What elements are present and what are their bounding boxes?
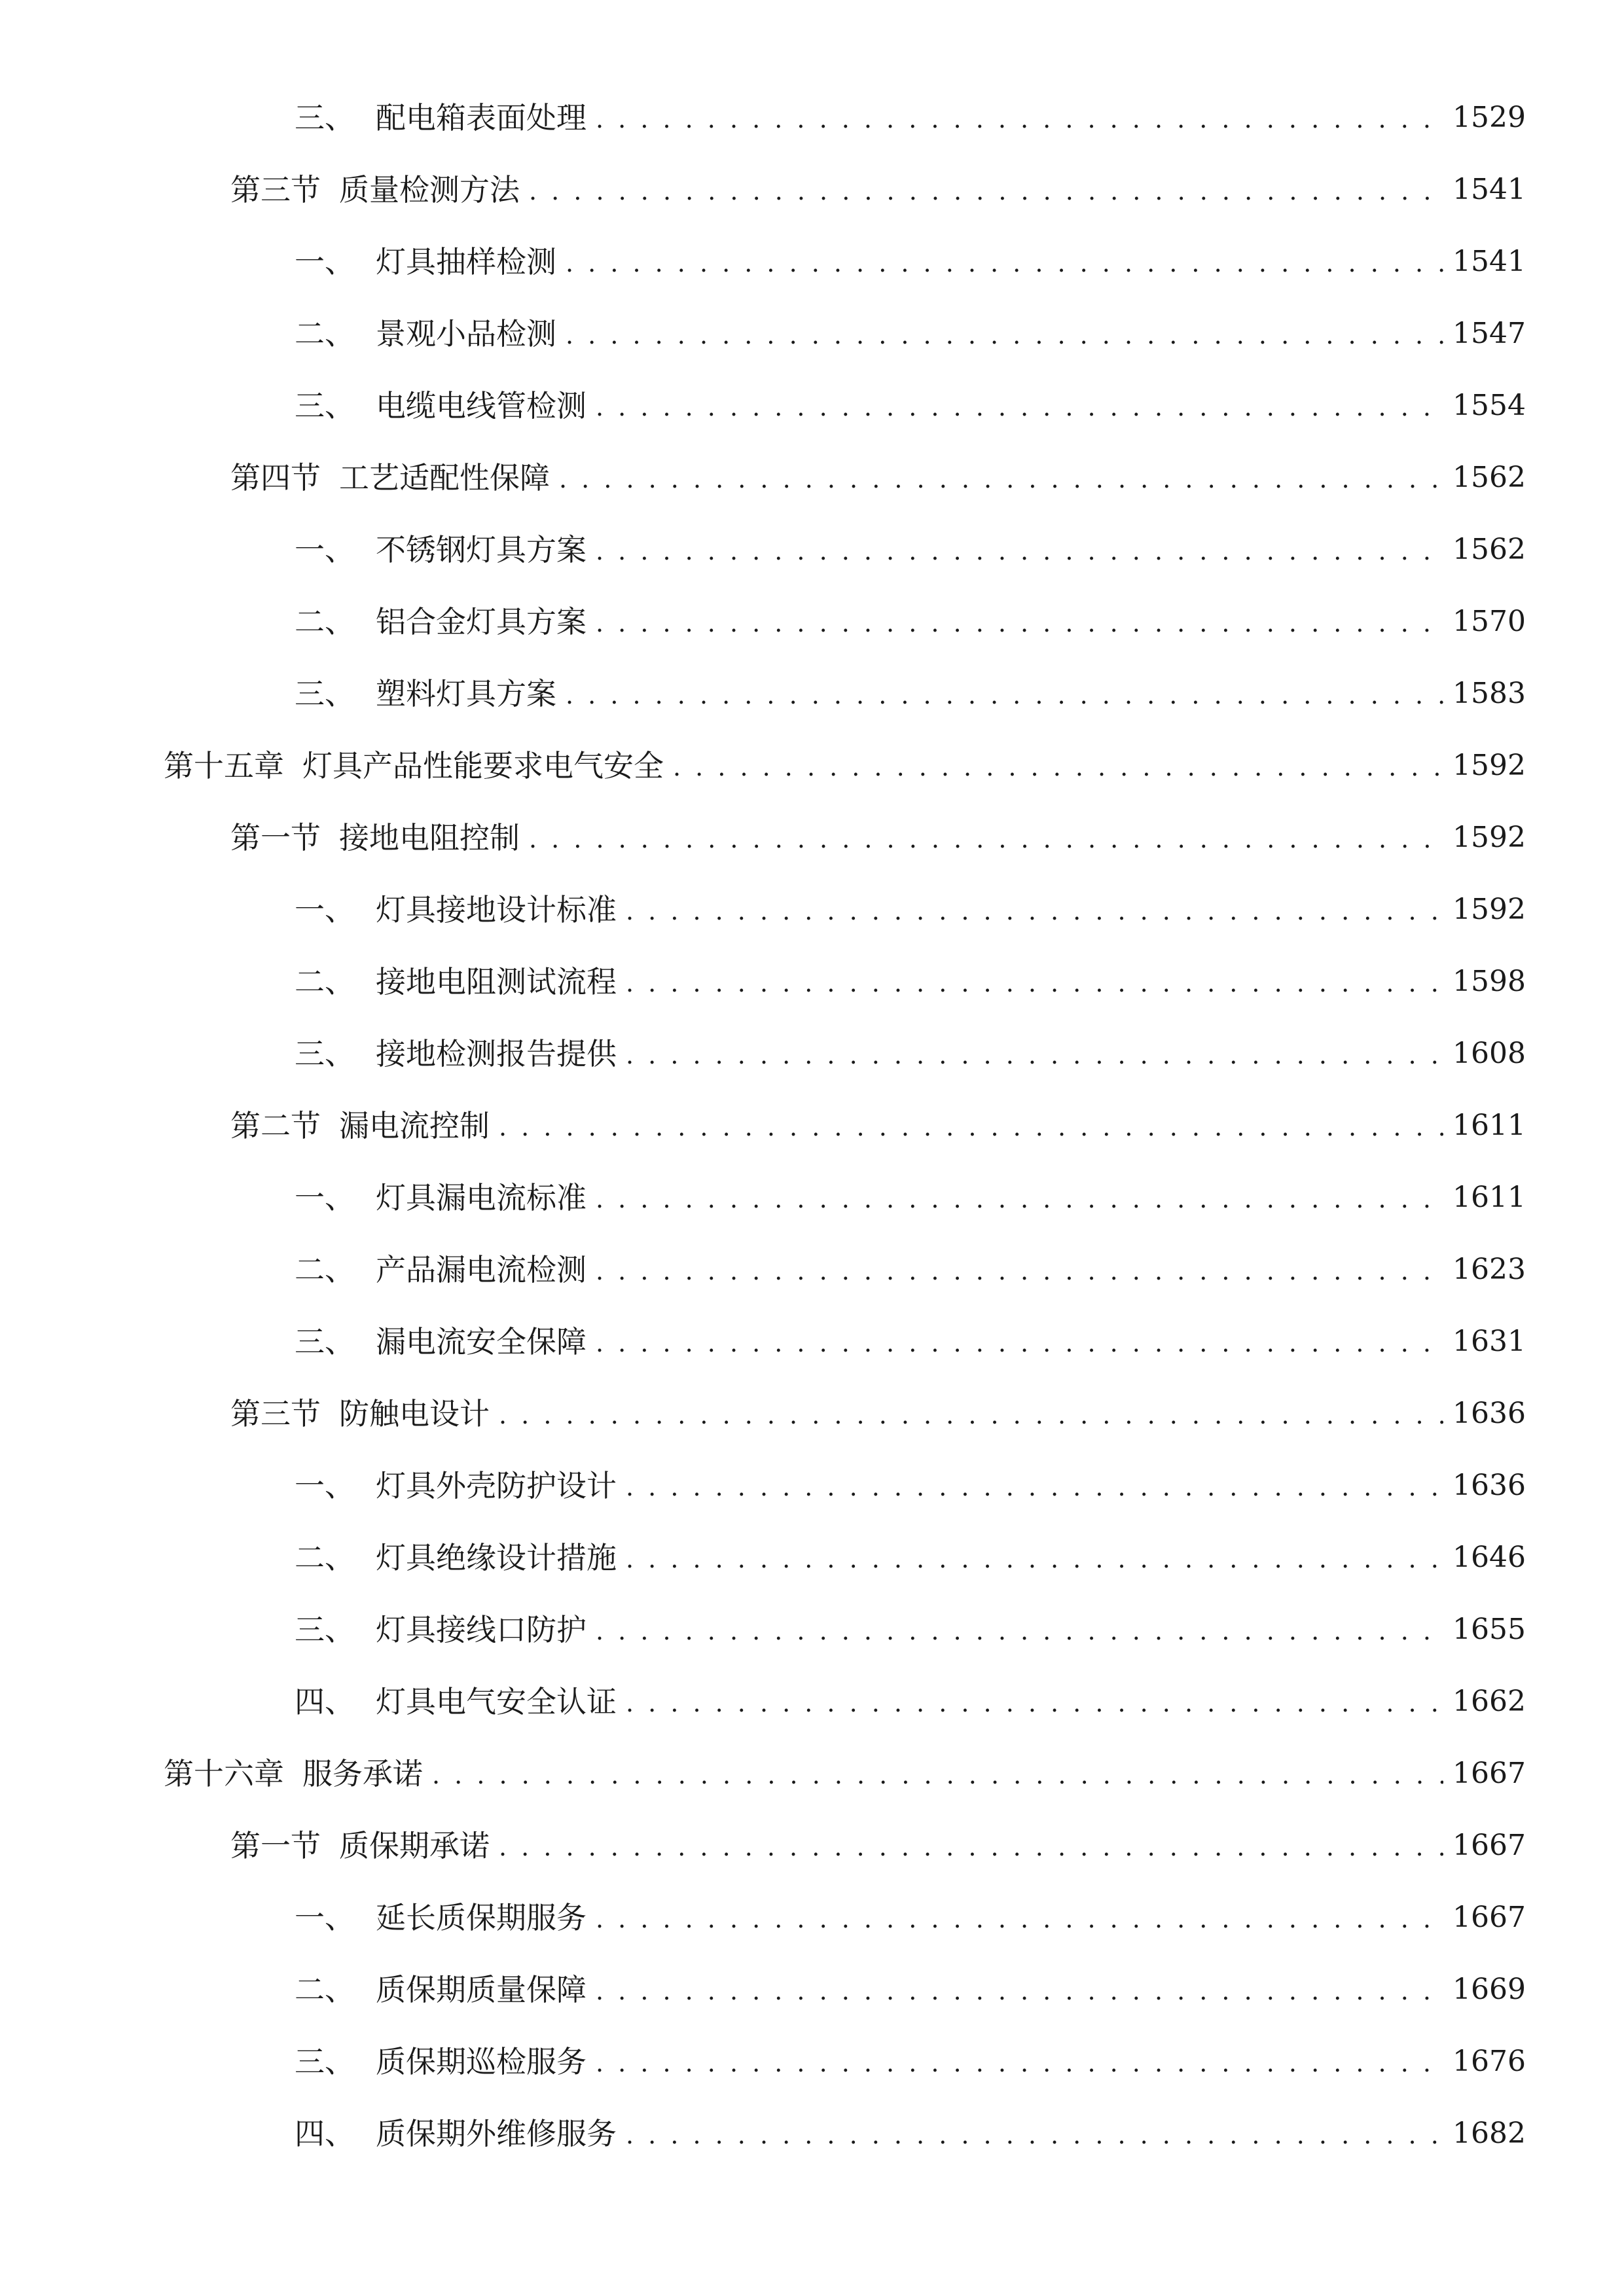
toc-entry-page-number: 1636	[1453, 1469, 1526, 1502]
toc-entry-marker: 二、	[295, 1972, 355, 2007]
dot-leader	[626, 2108, 1443, 2160]
dot-leader	[499, 1820, 1443, 1872]
toc-item[interactable]	[0, 2036, 1624, 2088]
toc-entry-marker: 三、	[295, 1036, 355, 1071]
toc-entry-marker: 第三节	[230, 172, 321, 207]
toc-entry-title: 服务承诺	[302, 1756, 423, 1791]
toc-item[interactable]	[0, 92, 1624, 144]
toc-entry-marker: 三、	[295, 2044, 355, 2079]
toc-entry-title: 灯具绝缘设计措施	[376, 1540, 617, 1575]
toc-entry-page-number: 1667	[1453, 1757, 1526, 1790]
toc-entry-page-number: 1541	[1453, 173, 1526, 206]
toc-entry-title: 接地电阻测试流程	[376, 964, 617, 999]
toc-section[interactable]	[0, 452, 1624, 504]
dot-leader	[566, 308, 1443, 360]
toc-entry-marker: 二、	[295, 1540, 355, 1575]
toc-entry-page-number: 1598	[1453, 965, 1526, 998]
toc-entry-title: 灯具外壳防护设计	[376, 1468, 617, 1503]
dot-leader	[596, 92, 1443, 144]
toc-entry-page-number: 1562	[1453, 461, 1526, 494]
toc-entry-title: 塑料灯具方案	[376, 676, 556, 711]
toc-entry-page-number: 1583	[1453, 677, 1526, 710]
toc-entry-title: 漏电流安全保障	[376, 1324, 586, 1359]
dot-leader	[596, 524, 1443, 576]
dot-leader	[499, 1100, 1443, 1152]
toc-item[interactable]	[0, 1604, 1624, 1656]
toc-item[interactable]	[0, 524, 1624, 576]
toc-entry-marker: 第一节	[230, 1828, 321, 1863]
dot-leader	[596, 2036, 1443, 2088]
toc-item[interactable]	[0, 1244, 1624, 1296]
toc-entry-title: 灯具产品性能要求电气安全	[302, 748, 664, 783]
toc-entry-marker: 四、	[295, 2116, 355, 2151]
dot-leader	[626, 1028, 1443, 1080]
toc-entry-page-number: 1611	[1453, 1109, 1526, 1142]
toc-item[interactable]	[0, 1532, 1624, 1584]
toc-entry-marker: 第十六章	[164, 1756, 284, 1791]
toc-entry-marker: 第四节	[230, 460, 321, 495]
toc-entry-marker: 二、	[295, 964, 355, 999]
toc-entry-marker: 三、	[295, 1612, 355, 1647]
toc-entry-title: 不锈钢灯具方案	[376, 532, 586, 567]
toc-entry-page-number: 1529	[1453, 101, 1526, 134]
toc-entry-title: 灯具接线口防护	[376, 1612, 586, 1647]
toc-chapter[interactable]	[0, 740, 1624, 792]
toc-entry-marker: 二、	[295, 316, 355, 351]
toc-entry-page-number: 1570	[1453, 605, 1526, 638]
toc-entry-page-number: 1646	[1453, 1541, 1526, 1574]
toc-entry-marker: 二、	[295, 1252, 355, 1287]
toc-entry-title: 漏电流控制	[339, 1108, 490, 1143]
dot-leader	[596, 1892, 1443, 1944]
dot-leader	[529, 164, 1443, 216]
toc-entry-marker: 二、	[295, 604, 355, 639]
toc-entry-page-number: 1623	[1453, 1253, 1526, 1286]
toc-entry-title: 铝合金灯具方案	[376, 604, 586, 639]
toc-item[interactable]	[0, 380, 1624, 432]
toc-entry-page-number: 1562	[1453, 533, 1526, 566]
toc-entry-page-number: 1667	[1453, 1829, 1526, 1862]
dot-leader	[559, 452, 1443, 504]
toc-entry-title: 灯具抽样检测	[376, 244, 556, 279]
dot-leader	[596, 1316, 1443, 1368]
toc-entry-page-number: 1554	[1453, 389, 1526, 422]
toc-entry-marker: 三、	[295, 100, 355, 135]
toc-entry-title: 质保期承诺	[339, 1828, 490, 1863]
toc-entry-marker: 一、	[295, 532, 355, 567]
toc-entry-title: 产品漏电流检测	[376, 1252, 586, 1287]
dot-leader	[529, 812, 1443, 864]
dot-leader	[626, 884, 1443, 936]
toc-entry-marker: 四、	[295, 1684, 355, 1719]
toc-entry-page-number: 1636	[1453, 1397, 1526, 1430]
toc-item[interactable]	[0, 1892, 1624, 1944]
toc-entry-title: 质保期质量保障	[376, 1972, 586, 2007]
dot-leader	[499, 1388, 1443, 1440]
toc-entry-marker: 一、	[295, 1900, 355, 1935]
dot-leader	[596, 1172, 1443, 1224]
toc-entry-page-number: 1655	[1453, 1613, 1526, 1646]
toc-entry-title: 延长质保期服务	[376, 1900, 586, 1935]
toc-entry-marker: 一、	[295, 1468, 355, 1503]
toc-entry-title: 灯具电气安全认证	[376, 1684, 617, 1719]
toc-entry-page-number: 1592	[1453, 893, 1526, 926]
toc-entry-title: 接地检测报告提供	[376, 1036, 617, 1071]
toc-item[interactable]	[0, 1316, 1624, 1368]
toc-entry-page-number: 1592	[1453, 821, 1526, 854]
dot-leader	[626, 1532, 1443, 1584]
toc-entry-title: 配电箱表面处理	[376, 100, 586, 135]
toc-entry-page-number: 1682	[1453, 2117, 1526, 2150]
toc-item[interactable]	[0, 308, 1624, 360]
toc-entry-marker: 一、	[295, 244, 355, 279]
toc-entry-page-number: 1547	[1453, 317, 1526, 350]
toc-item[interactable]	[0, 956, 1624, 1008]
dot-leader	[626, 1460, 1443, 1512]
toc-entry-title: 灯具接地设计标准	[376, 892, 617, 927]
toc-item[interactable]	[0, 1172, 1624, 1224]
toc-section[interactable]	[0, 1100, 1624, 1152]
toc-item[interactable]	[0, 1964, 1624, 2016]
dot-leader	[596, 1604, 1443, 1656]
dot-leader	[566, 236, 1443, 288]
dot-leader	[596, 596, 1443, 648]
toc-entry-page-number: 1592	[1453, 749, 1526, 782]
toc-entry-title: 质保期巡检服务	[376, 2044, 586, 2079]
toc-entry-page-number: 1608	[1453, 1037, 1526, 1070]
toc-item[interactable]	[0, 668, 1624, 720]
dot-leader	[626, 1676, 1443, 1728]
dot-leader	[673, 740, 1443, 792]
dot-leader	[626, 956, 1443, 1008]
toc-entry-marker: 第十五章	[164, 748, 284, 783]
toc-item[interactable]	[0, 1676, 1624, 1728]
toc-item[interactable]	[0, 236, 1624, 288]
toc-item[interactable]	[0, 884, 1624, 936]
toc-entry-page-number: 1611	[1453, 1181, 1526, 1214]
toc-entry-marker: 第三节	[230, 1396, 321, 1431]
toc-entry-title: 质量检测方法	[339, 172, 520, 207]
dot-leader	[596, 1964, 1443, 2016]
toc-entry-title: 防触电设计	[339, 1396, 490, 1431]
toc-entry-page-number: 1662	[1453, 1685, 1526, 1718]
toc-item[interactable]	[0, 1028, 1624, 1080]
toc-item[interactable]	[0, 2108, 1624, 2160]
toc-section[interactable]	[0, 164, 1624, 216]
toc-entry-marker: 三、	[295, 1324, 355, 1359]
toc-section[interactable]	[0, 812, 1624, 864]
toc-entry-marker: 第一节	[230, 820, 321, 855]
toc-chapter[interactable]	[0, 1748, 1624, 1800]
toc-entry-marker: 三、	[295, 388, 355, 423]
toc-entry-page-number: 1631	[1453, 1325, 1526, 1358]
toc-entry-title: 质保期外维修服务	[376, 2116, 617, 2151]
toc-entry-page-number: 1676	[1453, 2045, 1526, 2078]
dot-leader	[432, 1748, 1443, 1800]
dot-leader	[596, 380, 1443, 432]
toc-entry-title: 电缆电线管检测	[376, 388, 586, 423]
toc-entry-marker: 三、	[295, 676, 355, 711]
toc-entry-marker: 第二节	[230, 1108, 321, 1143]
toc-entry-page-number: 1541	[1453, 245, 1526, 278]
toc-item[interactable]	[0, 596, 1624, 648]
dot-leader	[596, 1244, 1443, 1296]
toc-section[interactable]	[0, 1388, 1624, 1440]
toc-item[interactable]	[0, 1460, 1624, 1512]
toc-entry-page-number: 1669	[1453, 1973, 1526, 2006]
toc-entry-page-number: 1667	[1453, 1901, 1526, 1934]
toc-entry-marker: 一、	[295, 892, 355, 927]
dot-leader	[566, 668, 1443, 720]
toc-entry-title: 景观小品检测	[376, 316, 556, 351]
toc-entry-title: 灯具漏电流标准	[376, 1180, 586, 1215]
toc-entry-title: 接地电阻控制	[339, 820, 520, 855]
toc-entry-marker: 一、	[295, 1180, 355, 1215]
toc-section[interactable]	[0, 1820, 1624, 1872]
toc-entry-title: 工艺适配性保障	[339, 460, 550, 495]
